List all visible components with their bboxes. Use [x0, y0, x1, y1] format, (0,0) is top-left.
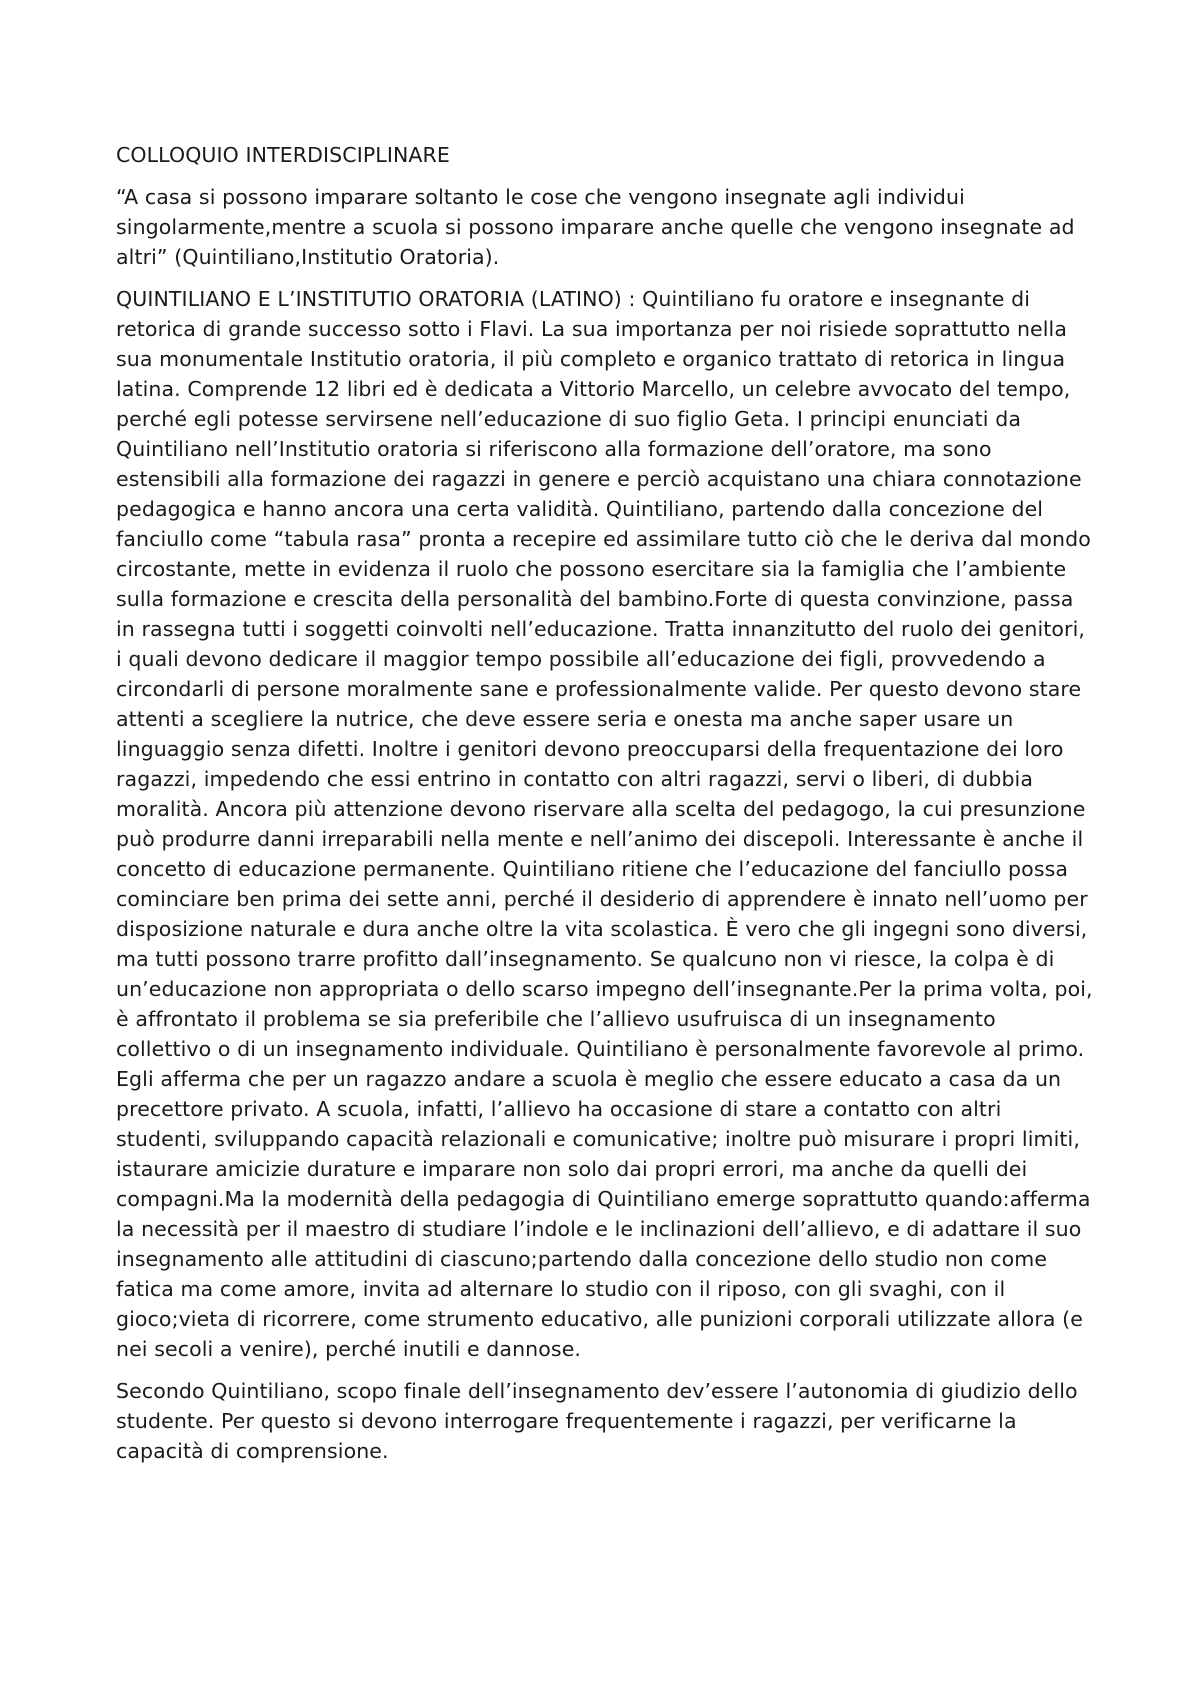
quote-paragraph: “A casa si possono imparare soltanto le cose che vengono insegnate agli individui singolarmente,mentre a scuola si possono imparare anche quelle che vengono insegnate ad altri” (Quintiliano,Institutio Oratoria). — [116, 185, 1075, 269]
document-body — [116, 140, 1096, 1478]
body-paragraph: QUINTILIANO E L’INSTITUTIO ORATORIA (LATINO) : Quintiliano fu oratore e insegnante di retorica di grande successo sotto i Flavi. La sua importanza per noi risiede soprattutto nella sua monumentale Institutio oratoria, il più completo e organico trattato di retorica in lingua latina. Comprende 12 libri ed è dedicata a Vittorio Marcello, un celebre avvocato del tempo, perché egli potesse servirsene nell’educazione di suo figlio Geta. I principi enunciati da Quintiliano nell’Institutio oratoria si riferiscono alla formazione dell’oratore, ma sono estensibili alla formazione dei ragazzi in genere e perciò acquistano una chiara connotazione pedagogica e hanno ancora una certa validità. Quintiliano, partendo dalla concezione del fanciullo come “tabula rasa” pronta a recepire ed assimilare tutto ciò che le deriva dal mondo circostante, mette in evidenza il ruolo che possono esercitare sia la famiglia che l’ambiente sulla formazione e crescita della personalità del bambino.Forte di questa convinzione, passa in rassegna tutti i soggetti coinvolti nell’educazione. Tratta innanzitutto del ruolo dei genitori, i quali devono dedicare il maggior tempo possibile all’educazione dei figli, provvedendo a circondarli di persone moralmente sane e professionalmente valide. Per questo devono stare attenti a scegliere la nutrice, che deve essere seria e onesta ma anche saper usare un linguaggio senza difetti. Inoltre i genitori devono preoccuparsi della frequentazione dei loro ragazzi, impedendo che essi entrino in contatto con altri ragazzi, servi o liberi, di dubbia moralità. Ancora più attenzione devono riservare alla scelta del pedagogo, la cui presunzione può produrre danni irreparabili nella mente e nell’animo dei discepoli. Interessante è anche il concetto di educazione permanente. Quintiliano ritiene che l’educazione del fanciullo possa cominciare ben prima dei sette anni, perché il desiderio di apprendere è innato nell’uomo per disposizione naturale e dura anche oltre la vita scolastica. È vero che gli ingegni sono diversi, ma tutti possono trarre profitto dall’insegnamento. Se qualcuno non vi riesce, la colpa è di un’educazione non appropriata o dello scarso impegno dell’insegnante.Per la prima volta, poi, è affrontato il problema se sia preferibile che l’allievo usufruisca di un insegnamento collettivo o di un insegnamento individuale. Quintiliano è personalmente favorevole al primo. Egli afferma che per un ragazzo andare a scuola è meglio che essere educato a casa da un precettore privato. A scuola, infatti, l’allievo ha occasione di stare a contatto con altri studenti, sviluppando capacità relazionali e comunicative; inoltre può misurare i propri limiti, istaurare amicizie durature e imparare non solo dai propri errori, ma anche da quelli dei compagni.Ma la modernità della pedagogia di Quintiliano emerge soprattutto quando:afferma la necessità per il maestro di studiare l’indole e le inclinazioni dell’allievo, e di adattare il suo insegnamento alle attitudini di ciascuno;partendo dalla concezione dello studio non come fatica ma come amore, invita ad alternare lo studio con il riposo, con gli svaghi, con il gioco;vieta di ricorrere, come strumento educativo, alle punizioni corporali utilizzate allora (e nei secoli a venire), perché inutili e dannose. — [116, 287, 1093, 1361]
conclusion-paragraph: Secondo Quintiliano, scopo finale dell’insegnamento dev’essere l’autonomia di giudizio dello studente. Per questo si devono interrogare frequentemente i ragazzi, per verificarne la capacità di comprensione. — [116, 1379, 1078, 1463]
document-title: COLLOQUIO INTERDISCIPLINARE — [116, 143, 450, 167]
